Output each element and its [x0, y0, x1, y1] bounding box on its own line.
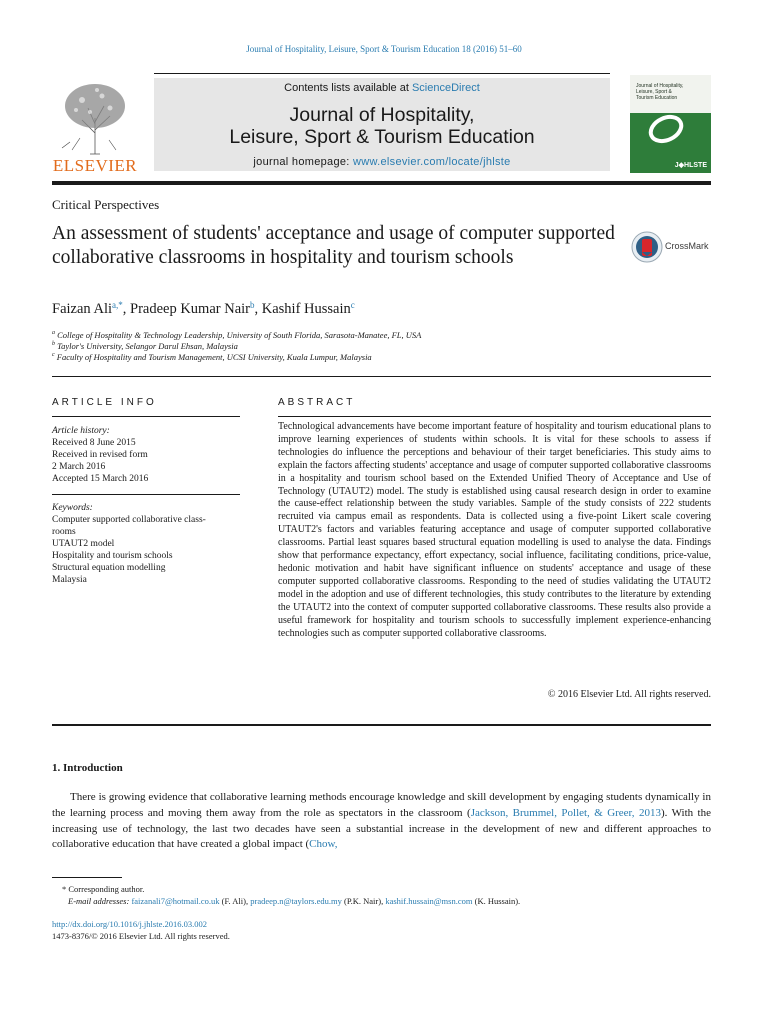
contents-prefix: Contents lists available at: [284, 82, 412, 94]
cover-title-line1: Journal of Hospitality,: [636, 83, 684, 89]
abstract-text: Technological advancements have become important feature of hospitality and tourism educational plans to improve learning experiences of students within schools. It is vital for these schools to assess if technologies do influence the perceptions and behaviour of their target beneficiaries. This study aims to explain the factors affecting students' acceptance and usage of computer supported collaborative classrooms in a hospitality and tourism school based on the Extended Unified Theory of Acceptance and Use of Technology (UTAUT2) model. The study is established using causal research design in order to examine the cause-effect relationship between the study variables. Sample of the study consists of 222 students recruited via campus email as respondents. Data is collected using a five-point Likert scale covering UTAUT2's factors and variables featuring acceptance and usage of computer supported collaborative classrooms. Partial least squares based structural equation modelling is used to analyse the data. Findings show that performance expectancy, effort expectancy, social influence, facilitating conditions, price-value, hedonic motivation and habit have significant influence on students' acceptance and usage of these computer supported collaborative classrooms. Responding to the need of studies validating the UTAUT2 model in the adoption and use of different technologies, this study contributes to the literature by extending the UTAUT2 into the context of computer supported collaborative classrooms. These results also provide a useful framework for hospitality and tourism schools to successfully implement experience-enhancing technologies such as computer supported collaborative classrooms.: [278, 421, 711, 639]
contents-line: [154, 82, 610, 94]
email-label: E-mail addresses:: [68, 896, 132, 906]
affiliation-text: College of Hospitality & Technology Leadership, University of South Florida, Sarasota-Manatee, FL, USA: [57, 330, 422, 340]
cover-title-line3: Tourism Education: [636, 95, 678, 101]
email-addresses: [68, 896, 520, 907]
email-owner: (K. Hussain).: [472, 896, 521, 906]
section-label: Critical Perspectives: [52, 197, 160, 212]
email-link[interactable]: pradeep.n@taylors.edu.my: [250, 896, 342, 906]
email-owner: (F. Ali),: [219, 896, 251, 906]
journal-banner: [154, 78, 610, 171]
cover-title: [636, 83, 686, 101]
running-header[interactable]: Journal of Hospitality, Leisure, Sport & Tourism Education 18 (2016) 51–60: [246, 44, 522, 54]
cover-journal-abbrev: J◆HLSTE: [674, 162, 707, 169]
abstract-heading: ABSTRACT: [278, 397, 356, 408]
affiliation: [52, 352, 372, 362]
cover-title-line2: Leisure, Sport &: [636, 89, 672, 95]
keyword: Computer supported collaborative class-: [52, 515, 206, 525]
masthead-rule: [52, 181, 711, 185]
history-item: 2 March 2016: [52, 462, 106, 472]
abstract-rule: [278, 416, 711, 417]
keywords-label: Keywords:: [52, 503, 93, 513]
doi-link[interactable]: http://dx.doi.org/10.1016/j.jhlste.2016.03.002: [52, 919, 207, 929]
introduction-paragraph: [52, 790, 711, 853]
author-affil-mark[interactable]: c: [350, 300, 355, 310]
keyword: Malaysia: [52, 575, 87, 585]
issn-line: 1473-8376/© 2016 Elsevier Ltd. All rights reserved.: [52, 931, 230, 941]
keyword: rooms: [52, 527, 76, 537]
introduction-heading: 1. Introduction: [52, 762, 123, 774]
elsevier-tree-icon: [52, 78, 138, 156]
abstract-copyright: © 2016 Elsevier Ltd. All rights reserved.: [547, 689, 711, 700]
citation-link[interactable]: Jackson, Brummel, Pollet, & Greer, 2013: [470, 806, 661, 819]
crossmark-badge[interactable]: [631, 231, 713, 263]
author-separator: ,: [254, 301, 262, 317]
abstract-bottom-rule: [52, 724, 711, 726]
author: Kashif Hussain: [261, 301, 351, 317]
journal-title-line1: Journal of Hospitality,: [289, 104, 475, 126]
author-affil-mark[interactable]: b: [250, 300, 255, 310]
journal-title: [154, 104, 610, 148]
history-item: Accepted 15 March 2016: [52, 474, 149, 484]
elsevier-wordmark: ELSEVIER: [52, 156, 138, 175]
citation-link[interactable]: Chow,: [309, 838, 338, 851]
keyword: UTAUT2 model: [52, 539, 115, 549]
keywords: [52, 502, 242, 586]
author-separator: ,: [122, 301, 131, 317]
affiliation-mark: c: [52, 352, 55, 359]
history-item: Received 8 June 2015: [52, 438, 136, 448]
info-top-rule: [52, 376, 711, 377]
crossmark-icon: [631, 231, 663, 263]
article-info-heading: ARTICLE INFO: [52, 397, 157, 408]
cover-swirl-icon: [638, 105, 698, 155]
intro-text: ). With the increasing use of technology, the last two decades have seen a substantial increase in the development of new and different approaches to collaborative education that have created a global impact (: [52, 806, 711, 851]
email-link[interactable]: kashif.hussain@msn.com: [385, 896, 473, 906]
sciencedirect-link[interactable]: ScienceDirect: [411, 82, 480, 94]
crossmark-label: CrossMark: [665, 241, 709, 251]
footnote-rule: [52, 877, 122, 878]
affiliation-text: Taylor's University, Selangor Darul Ehsan, Malaysia: [57, 341, 238, 351]
corresponding-author-note: * Corresponding author.: [62, 884, 145, 894]
keyword: Hospitality and tourism schools: [52, 551, 173, 561]
affiliation-mark: a: [52, 330, 55, 337]
article-history: [52, 425, 242, 485]
history-label: Article history:: [52, 426, 110, 436]
article-info-rule: [52, 416, 240, 417]
homepage-link[interactable]: www.elsevier.com/locate/jhlste: [353, 156, 511, 168]
keywords-rule: [52, 494, 240, 495]
homepage-prefix: journal homepage:: [253, 156, 353, 168]
history-item: Received in revised form: [52, 450, 148, 460]
author: Pradeep Kumar Nair: [130, 301, 250, 317]
top-rule: [154, 73, 610, 74]
elsevier-logo: [52, 78, 138, 174]
affiliation: [52, 330, 421, 340]
article-title: An assessment of students' acceptance and usage of computer supported collaborative classrooms in hospitality and tourism schools: [52, 223, 615, 268]
email-owner: (P.K. Nair),: [341, 896, 386, 906]
affiliation: [52, 341, 238, 351]
journal-title-line2: Leisure, Sport & Tourism Education: [229, 126, 535, 148]
author: Faizan Ali: [52, 301, 113, 317]
author-affil-mark[interactable]: a,*: [112, 300, 123, 310]
email-link[interactable]: faizanali7@hotmail.co.uk: [131, 896, 220, 906]
keyword: Structural equation modelling: [52, 563, 166, 573]
journal-cover[interactable]: [630, 75, 711, 173]
journal-homepage: [154, 156, 610, 168]
affiliation-mark: b: [52, 341, 55, 348]
intro-text: There is growing evidence that collaborative learning methods encourage knowledge and skill development by engaging students dynamically in the learning process and moving them away from the role as spectators in the classroom (: [52, 791, 711, 819]
author-list: [52, 301, 355, 318]
affiliation-text: Faculty of Hospitality and Tourism Management, UCSI University, Kuala Lumpur, Malaysia: [56, 352, 372, 362]
